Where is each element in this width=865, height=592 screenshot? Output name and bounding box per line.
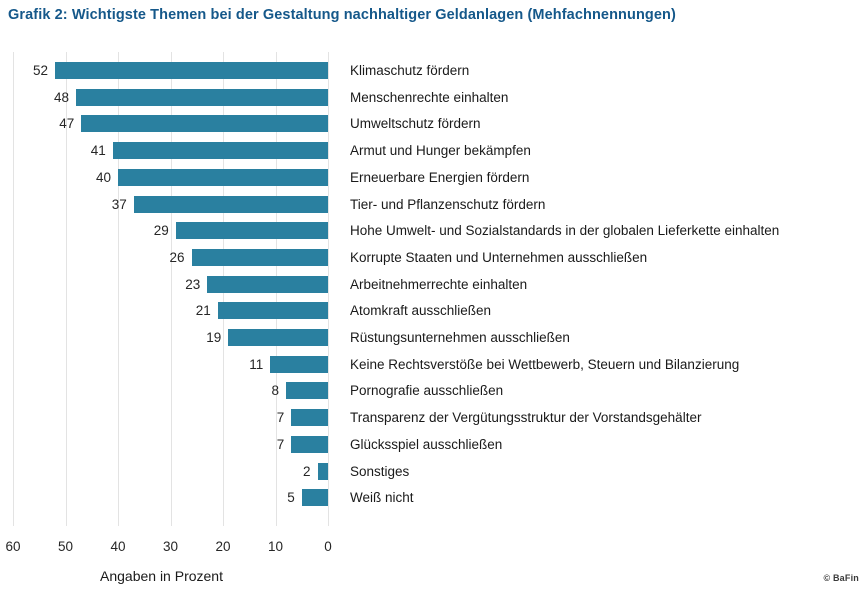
bar (118, 169, 328, 186)
value-label: 37 (111, 196, 127, 212)
x-tick-label: 10 (267, 539, 284, 554)
bar-row (0, 142, 865, 159)
bar (176, 222, 328, 239)
bar (286, 382, 328, 399)
category-label: Keine Rechtsverstöße bei Wettbewerb, Steuern und Bilanzierung (350, 356, 740, 372)
value-label: 47 (59, 116, 75, 132)
value-label: 52 (32, 63, 48, 78)
bar-row (0, 302, 865, 319)
bar (291, 409, 328, 426)
x-tick-label: 30 (162, 539, 179, 554)
bar-row (0, 62, 865, 79)
value-label: 19 (206, 330, 222, 345)
value-label: 48 (53, 89, 69, 105)
copyright-note: © BaFin (823, 573, 859, 583)
value-label: 7 (276, 410, 285, 426)
category-label: Klimaschutz fördern (350, 63, 470, 78)
x-axis-label: Angaben in Prozent (100, 568, 223, 584)
bar (81, 115, 328, 132)
x-tick-label: 60 (5, 539, 21, 554)
bar (134, 196, 328, 213)
category-label: Umweltschutz fördern (350, 116, 481, 132)
bar (291, 436, 328, 453)
chart-title: Grafik 2: Wichtigste Themen bei der Gestaltung nachhaltiger Geldanlagen (Mehfachnennungen) (8, 7, 676, 23)
category-label: Armut und Hunger bekämpfen (350, 143, 531, 159)
bar-row (0, 463, 865, 480)
value-label: 8 (271, 383, 279, 399)
category-label: Rüstungsunternehmen ausschließen (350, 330, 570, 345)
bar-row (0, 356, 865, 373)
bar (192, 249, 329, 266)
category-label: Atomkraft ausschließen (350, 303, 492, 319)
value-label: 41 (90, 143, 106, 159)
category-label: Korrupte Staaten und Unternehmen ausschließen (350, 249, 648, 265)
bar-row (0, 89, 865, 106)
bar (270, 356, 328, 373)
bar-row (0, 115, 865, 132)
bar-row (0, 222, 865, 239)
bar-row (0, 409, 865, 426)
x-tick-label: 20 (215, 539, 231, 554)
category-label: Arbeitnehmerrechte einhalten (350, 276, 528, 292)
category-label: Hohe Umwelt- und Sozialstandards in der globalen Lieferkette einhalten (350, 223, 780, 239)
category-label: Menschenrechte einhalten (350, 89, 509, 105)
category-label: Erneuerbare Energien fördern (350, 169, 530, 185)
x-tick-label: 0 (324, 539, 332, 554)
bar-chart (0, 52, 865, 526)
category-label: Weiß nicht (350, 490, 414, 506)
bar-row (0, 329, 865, 346)
x-axis (0, 539, 865, 557)
bar (228, 329, 328, 346)
bar-row (0, 196, 865, 213)
value-label: 7 (276, 436, 285, 452)
bar-row (0, 436, 865, 453)
value-label: 5 (287, 490, 295, 506)
bar (302, 489, 328, 506)
value-label: 21 (195, 303, 211, 319)
bar (207, 276, 328, 293)
bar-row (0, 382, 865, 399)
bar-row (0, 249, 865, 266)
value-label: 11 (249, 356, 264, 372)
value-label: 29 (153, 223, 169, 239)
bar-row (0, 489, 865, 506)
value-label: 26 (169, 249, 185, 265)
bar (113, 142, 328, 159)
x-tick-label: 50 (57, 539, 74, 554)
bar (318, 463, 329, 480)
value-label: 23 (185, 276, 201, 292)
category-label: Transparenz der Vergütungsstruktur der Vorstandsgehälter (350, 410, 702, 426)
bar (76, 89, 328, 106)
category-label: Glücksspiel ausschließen (350, 436, 503, 452)
x-tick-label: 40 (110, 539, 126, 554)
category-label: Pornografie ausschließen (350, 383, 504, 399)
bar (55, 62, 328, 79)
bar (218, 302, 328, 319)
category-label: Sonstiges (350, 463, 410, 479)
bar-row (0, 276, 865, 293)
category-label: Tier- und Pflanzenschutz fördern (350, 196, 546, 212)
value-label: 2 (302, 463, 311, 479)
value-label: 40 (95, 169, 111, 185)
bar-row (0, 169, 865, 186)
